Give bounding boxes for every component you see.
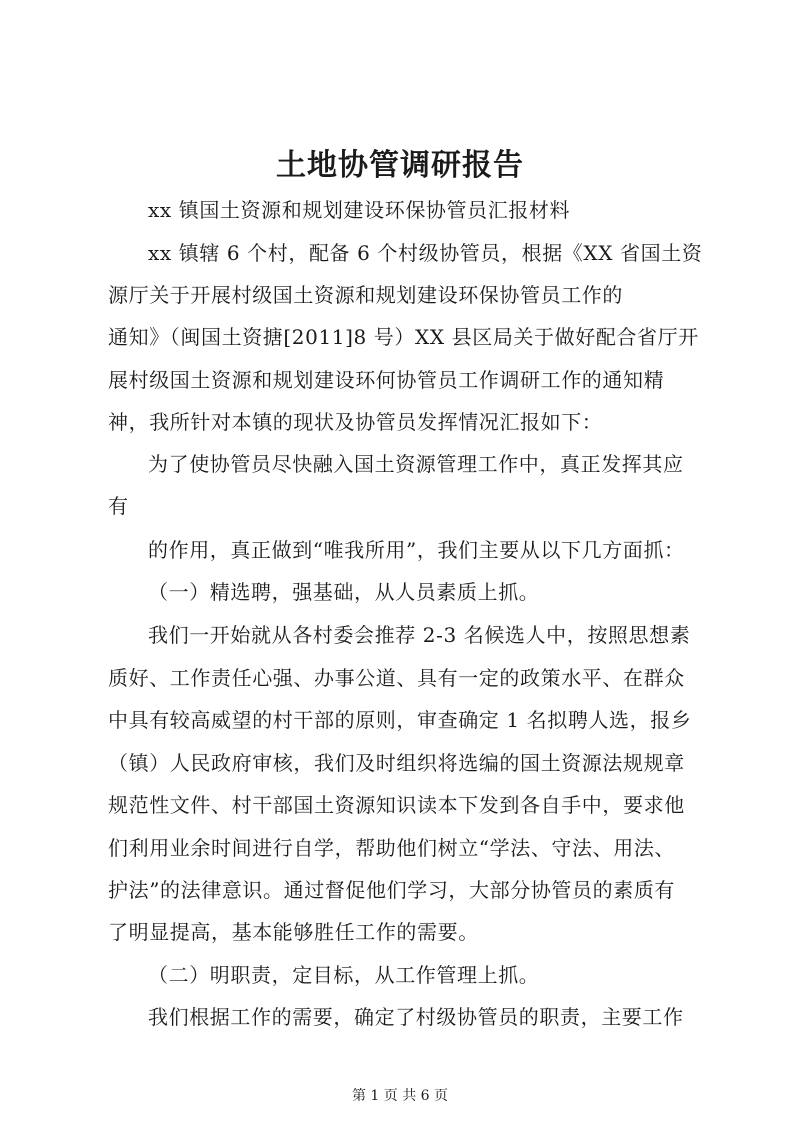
text-line: xx 镇国土资源和规划建设环保协管员汇报材料 [148,198,571,222]
section-heading: （二）明职责，定目标，从工作管理上抓。 [148,963,540,987]
document-title: 土地协管调研报告 [276,148,524,183]
text-line: 源厅关于开展村级国土资源和规划建设环保协管员工作的 [108,283,623,307]
text-line: 们利用业余时间进行自学，帮助他们树立“学法、守法、用法、 [108,836,676,860]
text-line: 有 [108,494,129,518]
text-line: 展村级国土资源和规划建设环何协管员工作调研工作的通知精 [108,368,665,392]
page-footer: 第 1 页 共 6 页 [351,1088,449,1104]
text-line: 了明显提高，基本能够胜任工作的需要。 [108,920,479,944]
text-line: 我们根据工作的需要，确定了村级协管员的职责，主要工作 [148,1005,684,1029]
section-heading: （一）精选聘，强基础，从人员素质上抓。 [148,580,540,604]
text-line: 通知》（闽国土资搪[2011]8 号）XX 县区局关于做好配合省厅开 [108,325,699,349]
text-line: 护法”的法律意识。通过督促他们学习，大部分协管员的素质有 [108,878,676,902]
text-line: 为了使协管员尽快融入国土资源管理工作中，真正发挥其应 [148,452,684,476]
text-line: xx 镇辖 6 个村，配备 6 个村级协管员，根据《XX 省国土资 [148,241,703,265]
text-line: 神，我所针对本镇的现状及协管员发挥情况汇报如下： [108,410,603,434]
text-line: 我们一开始就从各村委会推荐 2-3 名候选人中，按照思想素 [148,623,691,647]
text-line: 中具有较高威望的村干部的原则，审查确定 1 名拟聘人选，报乡 [108,708,692,732]
text-line: 规范性文件、村干部国土资源知识读本下发到各自手中，要求他 [108,793,685,817]
text-line: 的作用，真正做到“唯我所用”，我们主要从以下几方面抓： [148,538,685,562]
text-line: 质好、工作责任心强、办事公道、具有一定的政策水平、在群众 [108,666,685,690]
text-line: （镇）人民政府审核，我们及时组织将选编的国土资源法规规章 [108,751,685,775]
